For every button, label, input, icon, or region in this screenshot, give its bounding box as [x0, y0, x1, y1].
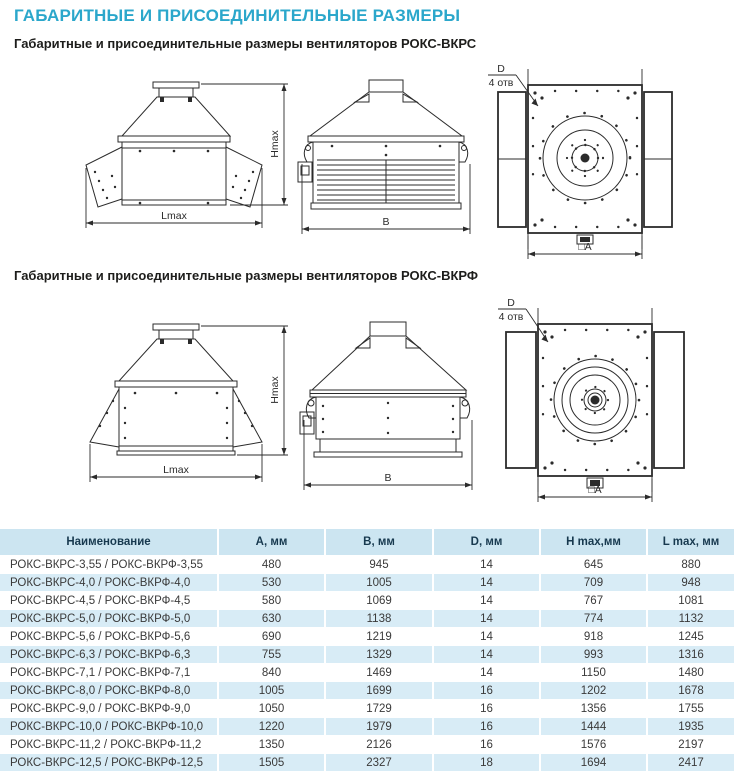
- model-name-cell: РОКС-ВКРС-9,0 / РОКС-ВКРФ-9,0: [0, 700, 218, 718]
- dimension-cell: 2327: [325, 754, 433, 771]
- dimension-cell: 2126: [325, 736, 433, 754]
- dimension-cell: 1245: [647, 628, 734, 646]
- dimension-cell: 1356: [540, 700, 647, 718]
- table-row: [0, 664, 734, 682]
- dimension-cell: 16: [433, 736, 540, 754]
- vkrs-drawings-row: [0, 56, 734, 262]
- b-label: B: [382, 216, 389, 228]
- side-flaps: [86, 147, 262, 207]
- support-braces: [90, 389, 262, 447]
- d-label: D: [497, 63, 505, 75]
- section2-title: Габаритные и присоединительные размеры вентиляторов РОКС-ВКРФ: [14, 268, 478, 283]
- vkrf-drawings-row: [0, 290, 734, 518]
- dimension-cell: 767: [540, 592, 647, 610]
- d-label: D: [507, 297, 515, 309]
- header-name: Наименование: [0, 529, 218, 556]
- dimension-cell: 645: [540, 556, 647, 574]
- lmax-dimension: [90, 444, 262, 482]
- dimension-cell: 948: [647, 574, 734, 592]
- dimension-cell: 1005: [218, 682, 325, 700]
- header-b: В, мм: [325, 529, 433, 556]
- dimension-cell: 630: [218, 610, 325, 628]
- dimension-cell: 1505: [218, 754, 325, 771]
- a-square-label: □A: [578, 241, 591, 253]
- section1-title: Габаритные и присоединительные размеры вентиляторов РОКС-ВКРС: [14, 36, 476, 51]
- dimension-cell: 1935: [647, 718, 734, 736]
- lmax-label: Lmax: [161, 210, 187, 222]
- dimension-cell: 16: [433, 682, 540, 700]
- model-name-cell: РОКС-ВКРС-7,1 / РОКС-ВКРФ-7,1: [0, 664, 218, 682]
- side-brackets: [306, 397, 469, 418]
- lmax-label: Lmax: [163, 464, 189, 476]
- fan-hood: [118, 97, 230, 142]
- table-row: [0, 610, 734, 628]
- dimension-cell: 1576: [540, 736, 647, 754]
- dimension-cell: 918: [540, 628, 647, 646]
- dimension-cell: 1150: [540, 664, 647, 682]
- dimension-cell: 16: [433, 700, 540, 718]
- fan-body-louvers: [311, 142, 461, 209]
- motor-box: [300, 412, 314, 434]
- table-row: [0, 718, 734, 736]
- table-header-row: [0, 529, 734, 556]
- model-name-cell: РОКС-ВКРС-11,2 / РОКС-ВКРФ-11,2: [0, 736, 218, 754]
- vkrf-side-view-drawing: [0, 290, 292, 518]
- table-row: [0, 574, 734, 592]
- model-name-cell: РОКС-ВКРС-3,55 / РОКС-ВКРФ-3,55: [0, 556, 218, 574]
- table-row: [0, 754, 734, 771]
- holes-label: 4 отв: [499, 311, 524, 323]
- dimension-cell: 530: [218, 574, 325, 592]
- dimension-cell: 1729: [325, 700, 433, 718]
- model-name-cell: РОКС-ВКРС-4,5 / РОКС-ВКРФ-4,5: [0, 592, 218, 610]
- model-name-cell: РОКС-ВКРС-5,0 / РОКС-ВКРФ-5,0: [0, 610, 218, 628]
- fan-body: [314, 397, 462, 457]
- vkrs-top-view-drawing: [480, 56, 734, 262]
- dimension-cell: 1081: [647, 592, 734, 610]
- table-row: [0, 700, 734, 718]
- fan-body: [117, 387, 235, 455]
- dimension-cell: 755: [218, 646, 325, 664]
- dimension-cell: 480: [218, 556, 325, 574]
- table-row: [0, 628, 734, 646]
- dimension-cell: 2197: [647, 736, 734, 754]
- dimension-cell: 690: [218, 628, 325, 646]
- dimension-cell: 14: [433, 592, 540, 610]
- header-lmax: L max, мм: [647, 529, 734, 556]
- dimension-cell: 1069: [325, 592, 433, 610]
- dimension-cell: 14: [433, 556, 540, 574]
- dimension-cell: 1202: [540, 682, 647, 700]
- dimension-cell: 1469: [325, 664, 433, 682]
- model-name-cell: РОКС-ВКРС-10,0 / РОКС-ВКРФ-10,0: [0, 718, 218, 736]
- vkrs-front-view-drawing: [292, 56, 480, 262]
- hmax-dimension: [201, 84, 288, 205]
- holes-label: 4 отв: [489, 77, 514, 89]
- dimension-cell: 1220: [218, 718, 325, 736]
- vkrf-top-view-drawing: [480, 290, 734, 518]
- hmax-label: Hmax: [269, 130, 281, 158]
- dimension-cell: 1699: [325, 682, 433, 700]
- dimension-cell: 1316: [647, 646, 734, 664]
- dimension-cell: 14: [433, 646, 540, 664]
- dimension-cell: 14: [433, 664, 540, 682]
- dimension-cell: 1005: [325, 574, 433, 592]
- size-table-body: [0, 556, 734, 771]
- vkrf-front-view-drawing: [292, 290, 480, 518]
- fan-hood: [310, 322, 466, 397]
- impeller-circles: [551, 356, 639, 444]
- table-row: [0, 556, 734, 574]
- dimension-cell: 1132: [647, 610, 734, 628]
- dimension-cell: 1480: [647, 664, 734, 682]
- header-d: D, мм: [433, 529, 540, 556]
- dimension-cell: 2417: [647, 754, 734, 771]
- fan-cap: [153, 324, 199, 344]
- dimension-cell: 1350: [218, 736, 325, 754]
- page-title: ГАБАРИТНЫЕ И ПРИСОЕДИНИТЕЛЬНЫЕ РАЗМЕРЫ: [14, 6, 460, 26]
- table-row: [0, 736, 734, 754]
- dimension-cell: 1678: [647, 682, 734, 700]
- table-row: [0, 682, 734, 700]
- dimension-cell: 14: [433, 628, 540, 646]
- fan-cap: [153, 82, 199, 102]
- dimension-cell: 1219: [325, 628, 433, 646]
- header-a: А, мм: [218, 529, 325, 556]
- b-label: B: [384, 472, 391, 484]
- dimension-cell: 1050: [218, 700, 325, 718]
- model-name-cell: РОКС-ВКРС-5,6 / РОКС-ВКРФ-5,6: [0, 628, 218, 646]
- dimension-cell: 14: [433, 610, 540, 628]
- impeller-circles: [540, 113, 630, 203]
- dimension-cell: 1755: [647, 700, 734, 718]
- table-row: [0, 592, 734, 610]
- dimension-cell: 1444: [540, 718, 647, 736]
- dimension-cell: 1979: [325, 718, 433, 736]
- dimension-cell: 18: [433, 754, 540, 771]
- dimension-cell: 1138: [325, 610, 433, 628]
- dimensions-table: [0, 528, 734, 771]
- table-row: [0, 646, 734, 664]
- dimension-cell: 1694: [540, 754, 647, 771]
- b-dimension: [304, 420, 472, 490]
- dimension-cell: 16: [433, 718, 540, 736]
- vkrs-side-view-drawing: [0, 56, 292, 262]
- dimension-cell: 774: [540, 610, 647, 628]
- fan-hood: [308, 80, 464, 142]
- a-square-label: □A: [588, 484, 601, 496]
- dimension-cell: 709: [540, 574, 647, 592]
- fan-body: [122, 142, 226, 205]
- model-name-cell: РОКС-ВКРС-6,3 / РОКС-ВКРФ-6,3: [0, 646, 218, 664]
- model-name-cell: РОКС-ВКРС-4,0 / РОКС-ВКРФ-4,0: [0, 574, 218, 592]
- model-name-cell: РОКС-ВКРС-12,5 / РОКС-ВКРФ-12,5: [0, 754, 218, 771]
- dimension-cell: 945: [325, 556, 433, 574]
- dimension-cell: 1329: [325, 646, 433, 664]
- dimension-cell: 14: [433, 574, 540, 592]
- hmax-dimension: [201, 326, 288, 455]
- header-hmax: Н max,мм: [540, 529, 647, 556]
- dimension-cell: 993: [540, 646, 647, 664]
- hmax-label: Hmax: [269, 376, 281, 404]
- dimension-cell: 840: [218, 664, 325, 682]
- dimension-cell: 580: [218, 592, 325, 610]
- fan-hood: [115, 339, 237, 387]
- dimension-cell: 880: [647, 556, 734, 574]
- motor-box: [298, 162, 312, 182]
- model-name-cell: РОКС-ВКРС-8,0 / РОКС-ВКРФ-8,0: [0, 682, 218, 700]
